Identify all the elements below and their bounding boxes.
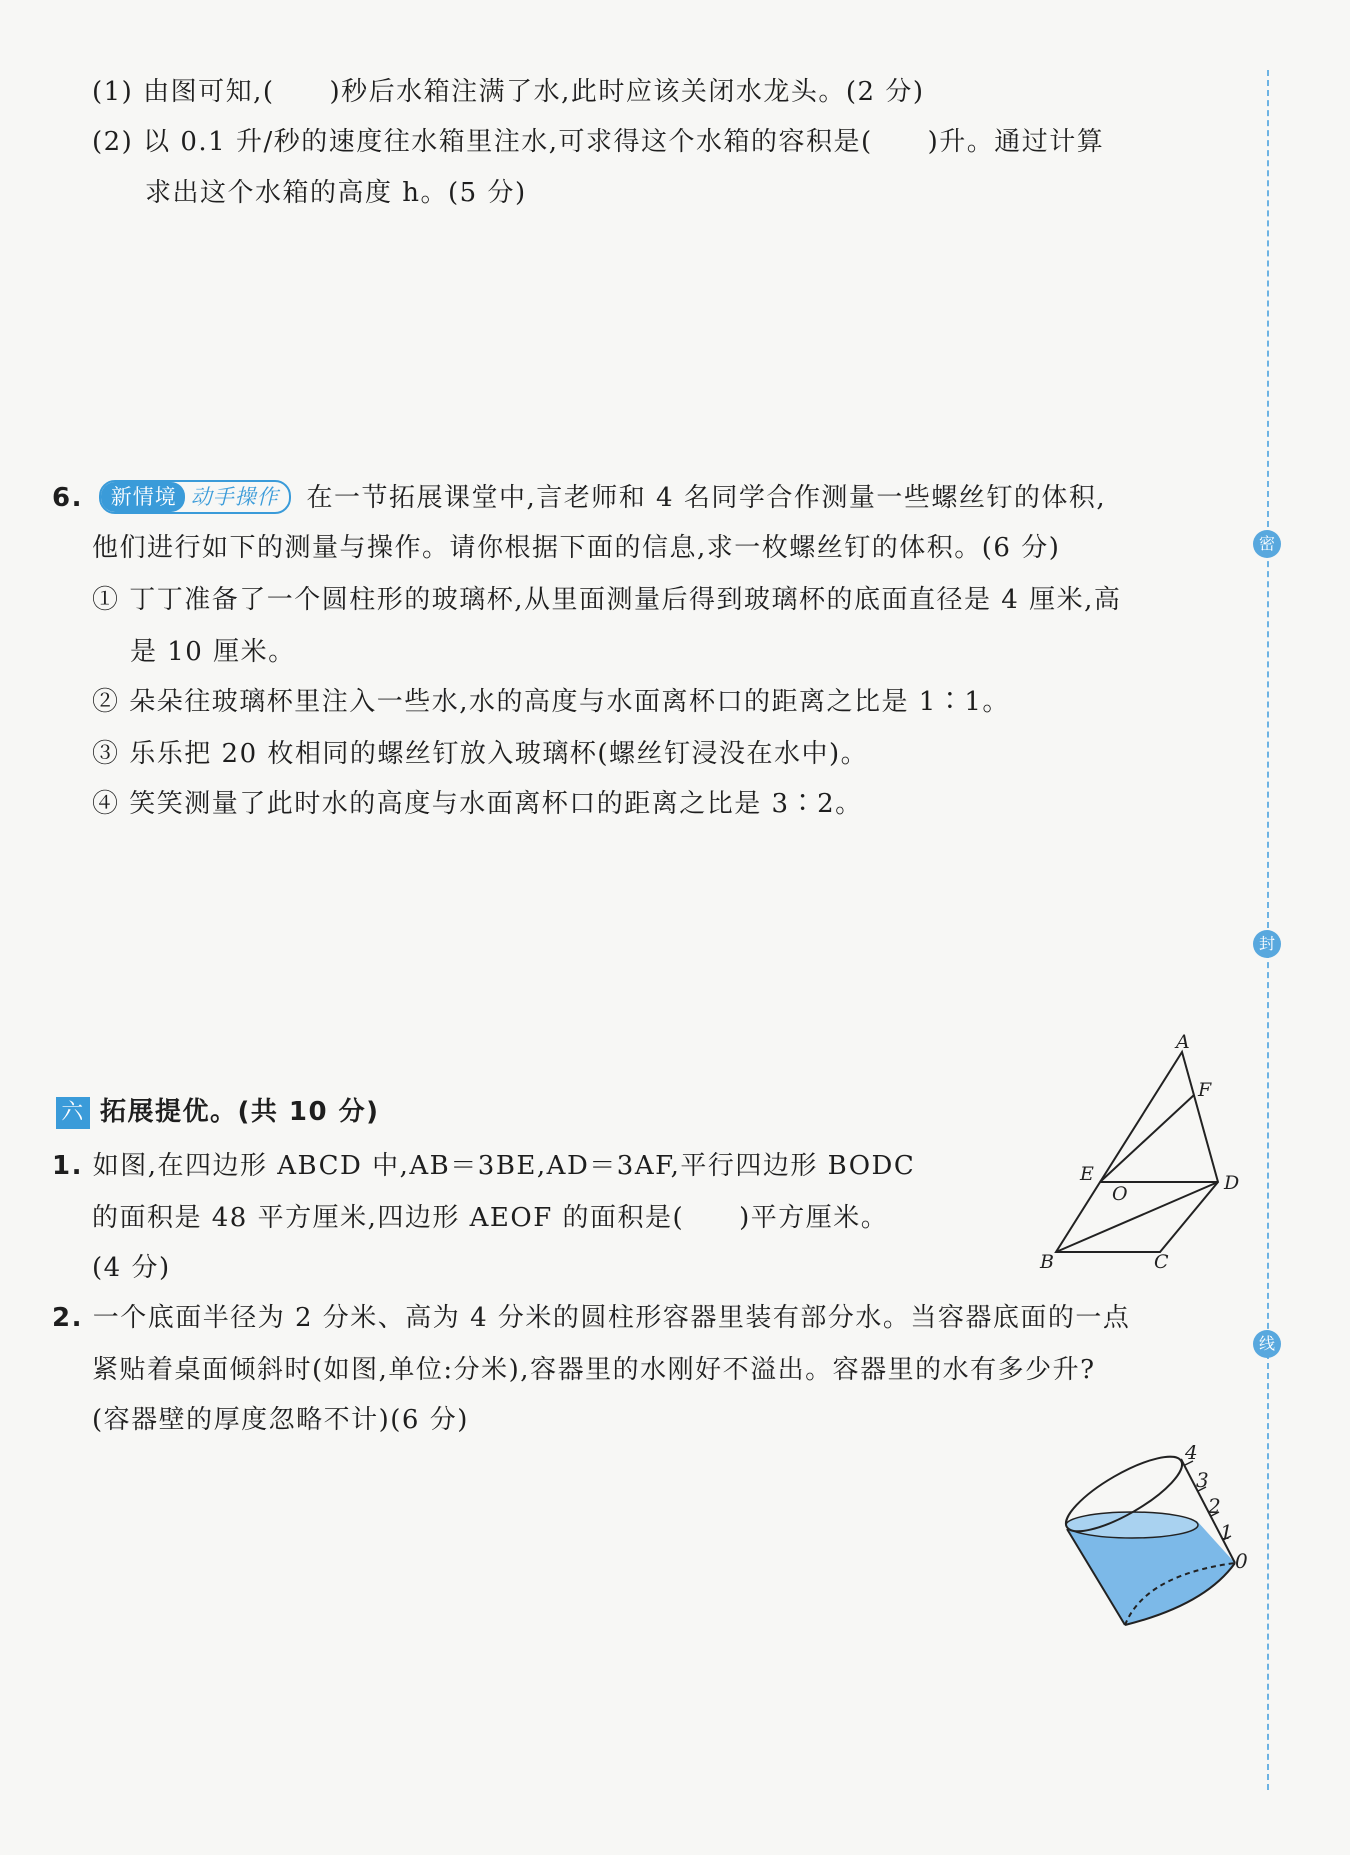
label-b: B [1040,1251,1054,1270]
label-d: D [1224,1172,1240,1194]
s6-q2-line1 [52,1300,1130,1336]
question-text: 在一节拓展课堂中,言老师和 4 名同学合作测量一些螺丝钉的体积, [306,483,1107,513]
quadrilateral-abcd [1056,1052,1218,1252]
water-surface [1066,1512,1198,1538]
question-number: 2. [52,1303,83,1333]
badge-new-context: 新情境 [101,482,185,512]
s6-q1-line3: (4 分) [92,1253,171,1283]
question-number: 1. [52,1151,83,1181]
question-6-line1 [52,480,1106,518]
s6-q1-line2: 的面积是 48 平方厘米,四边形 AEOF 的面积是( )平方厘米。 [92,1203,889,1233]
label-c: C [1154,1251,1169,1270]
step-1-cont: 是 10 厘米。 [130,637,296,667]
scale-0: 0 [1235,1549,1248,1573]
new-context-badge [99,480,291,514]
quadrilateral-figure [1030,1030,1250,1270]
step-3: ③ 乐乐把 20 枚相同的螺丝钉放入玻璃杯(螺丝钉浸没在水中)。 [92,739,869,769]
question-text: 一个底面半径为 2 分米、高为 4 分米的圆柱形容器里装有部分水。当容器底面的一点 [92,1303,1131,1333]
margin-mark-mi: 密 [1253,530,1281,558]
sub-question-2: (2) 以 0.1 升/秒的速度往水箱里注水,可求得这个水箱的容积是( )升。通过计算 [92,127,1105,157]
scale-2: 2 [1208,1494,1221,1518]
question-number: 6. [52,483,83,513]
question-6-line2: 他们进行如下的测量与操作。请你根据下面的信息,求一枚螺丝钉的体积。(6 分) [92,533,1061,563]
sub-question-1: (1) 由图可知,( )秒后水箱注满了水,此时应该关闭水龙头。(2 分) [92,77,925,107]
label-a: A [1176,1031,1190,1053]
label-e: E [1080,1163,1094,1185]
section-badge: 六 [56,1097,90,1129]
step-1: ① 丁丁准备了一个圆柱形的玻璃杯,从里面测量后得到玻璃杯的底面直径是 4 厘米,高 [92,585,1122,615]
margin-mark-xian: 线 [1253,1330,1281,1358]
segment-bd [1056,1182,1218,1252]
scale-4: 4 [1185,1445,1198,1464]
badge-hands-on: 动手操作 [190,485,279,509]
step-4: ④ 笑笑测量了此时水的高度与水面离杯口的距离之比是 3∶2。 [92,789,863,819]
tilted-cylinder-figure [1055,1445,1255,1645]
section-title: 拓展提优。(共 10 分) [100,1097,380,1127]
label-o: O [1112,1183,1128,1205]
step-2: ② 朵朵往玻璃杯里注入一些水,水的高度与水面离杯口的距离之比是 1∶1。 [92,687,1010,717]
label-f: F [1198,1079,1212,1101]
s6-q2-line2: 紧贴着桌面倾斜时(如图,单位:分米),容器里的水刚好不溢出。容器里的水有多少升? [92,1355,1096,1385]
question-text: 如图,在四边形 ABCD 中,AB＝3BE,AD＝3AF,平行四边形 BODC [92,1151,916,1181]
sub-question-2-cont: 求出这个水箱的高度 h。(5 分) [145,178,527,208]
margin-mark-feng: 封 [1253,930,1281,958]
scale-3: 3 [1196,1468,1209,1492]
scale-1: 1 [1220,1520,1233,1544]
section-header [56,1094,380,1130]
s6-q2-line3: (容器壁的厚度忽略不计)(6 分) [92,1405,469,1435]
s6-q1-line1 [52,1148,915,1184]
